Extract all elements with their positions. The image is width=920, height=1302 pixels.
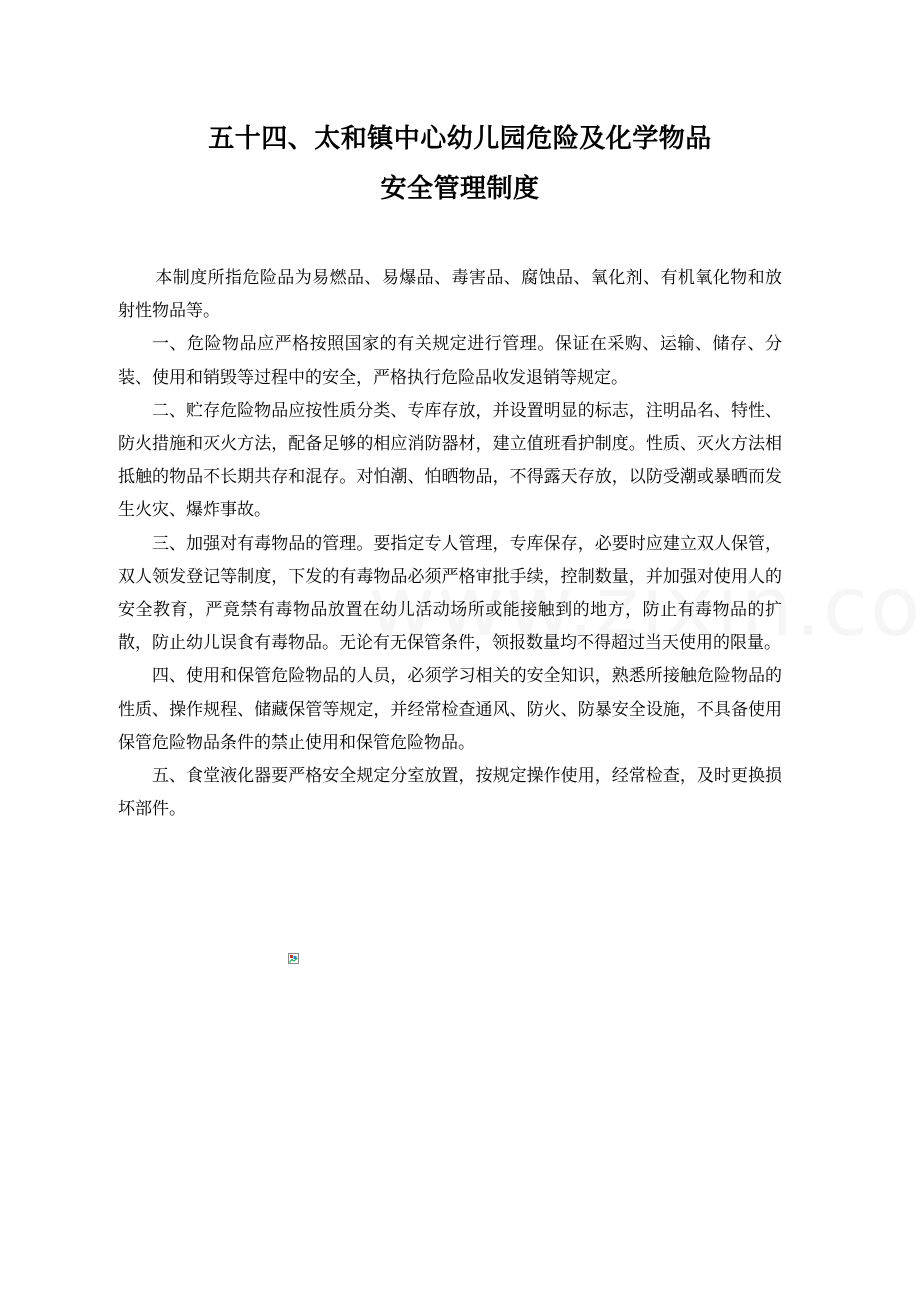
paragraph-4: 四、使用和保管危险物品的人员，必须学习相关的安全知识，熟悉所接触危险物品的性质、操作规程、储藏保管等规定，并经常检查通风、防火、防暴安全设施，不具备使用保管危险物品条件的禁止使用和保管危险物品。 xyxy=(118,666,782,753)
broken-image-icon xyxy=(288,949,299,960)
title-line-2: 安全管理制度 xyxy=(380,174,540,204)
document-title xyxy=(0,114,920,214)
paragraph-intro: 本制度所指危险品为易燃品、易爆品、毒害品、腐蚀品、氧化剂、有机氧化物和放射性物品等。 xyxy=(118,268,782,322)
paragraph-2: 二、贮存危险物品应按性质分类、专库存放，并设置明显的标志，注明品名、特性、防火措施和灭火方法，配备足够的相应消防器材，建立值班看护制度。性质、灭火方法相抵触的物品不长期共存和混存。对怕潮、怕晒物品，不得露天存放，以防受潮或暴晒而发生火灾、爆炸事故。 xyxy=(118,400,782,521)
paragraph-5: 五、食堂液化器要严格安全规定分室放置，按规定操作使用，经常检查，及时更换损坏部件。 xyxy=(118,766,782,820)
document-body xyxy=(118,262,782,826)
paragraph-1: 一、危险物品应严格按照国家的有关规定进行管理。保证在采购、运输、储存、分装、使用和销毁等过程中的安全，严格执行危险品收发退销等规定。 xyxy=(118,334,782,388)
title-line-1: 五十四、太和镇中心幼儿园危险及化学物品 xyxy=(208,124,712,154)
paragraph-3: 三、加强对有毒物品的管理。要指定专人管理，专库保存，必要时应建立双人保管，双人领发登记等制度，下发的有毒物品必须严格审批手续，控制数量，并加强对使用人的安全教育，严竟禁有毒物品放置在幼儿活动场所或能接触到的地方，防止有毒物品的扩散，防止幼儿误食有毒物品。无论有无保管条件，领报数量均不得超过当天使用的限量。 xyxy=(118,533,782,654)
